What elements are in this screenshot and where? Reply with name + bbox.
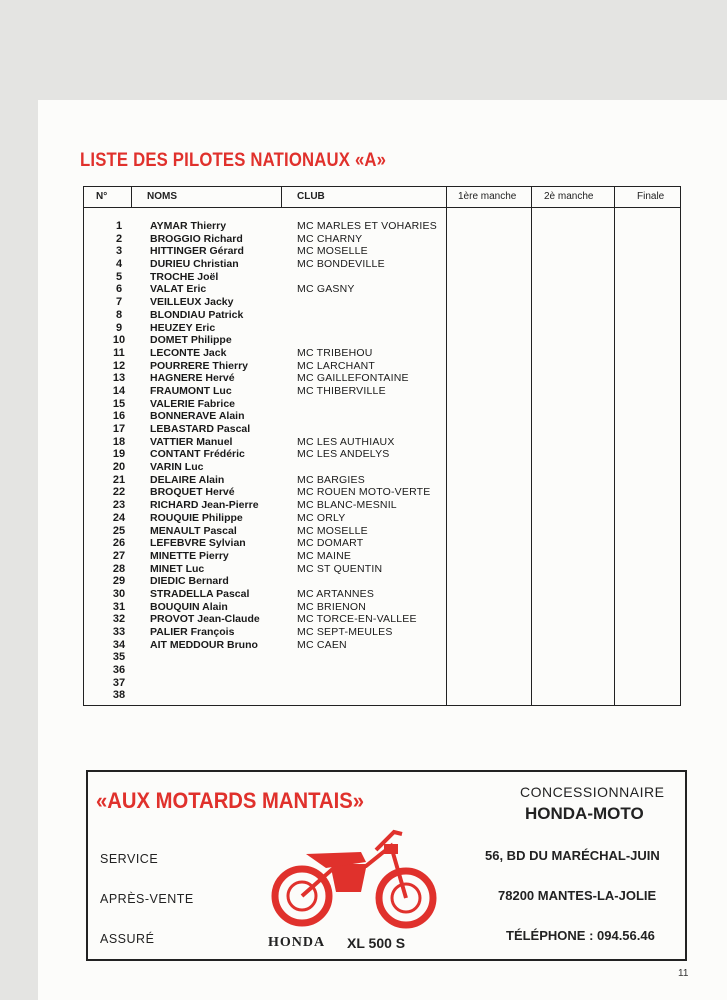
header-manche-2: 2è manche: [544, 191, 594, 202]
row-number-25: 25: [112, 524, 126, 537]
pilot-club-29: [297, 575, 437, 588]
model-brand: HONDA: [268, 935, 326, 950]
pilot-name-29: DIEDIC Bernard: [150, 575, 229, 588]
row-number-27: 27: [112, 549, 126, 562]
pilot-name-15: VALERIE Fabrice: [150, 397, 235, 410]
pilot-club-2: MC CHARNY: [297, 232, 363, 245]
pilot-club-22: MC ROUEN MOTO-VERTE: [297, 486, 431, 499]
pilot-name-8: BLONDIAU Patrick: [150, 308, 244, 321]
pilot-name-31: BOUQUIN Alain: [150, 600, 228, 613]
pilot-name-1: AYMAR Thierry: [150, 220, 227, 232]
header-num: N°: [96, 191, 108, 202]
pilot-name-18: VATTIER Manuel: [150, 435, 233, 448]
pilot-name-12: POURRERE Thierry: [150, 359, 249, 372]
row-number-14: 14: [112, 384, 126, 397]
city: 78200 MANTES-LA-JOLIE: [498, 888, 657, 903]
pilot-name-27: MINETTE Pierry: [150, 549, 229, 562]
row-number-20: 20: [112, 461, 126, 474]
row-number-4: 4: [115, 258, 123, 271]
row-number-22: 22: [112, 486, 126, 499]
pilot-name-32: PROVOT Jean-Claude: [150, 613, 260, 626]
pilot-club-17: [297, 423, 437, 436]
row-number-32: 32: [112, 613, 126, 626]
row-number-10: 10: [112, 334, 126, 347]
pilot-name-5: TROCHE Joël: [150, 270, 219, 283]
pilot-name-13: HAGNERE Hervé: [150, 372, 235, 385]
pilot-club-8: [297, 309, 437, 322]
row-number-37: 37: [112, 676, 126, 689]
pilot-name-25: MENAULT Pascal: [150, 524, 237, 537]
row-number-6: 6: [115, 283, 123, 296]
row-number-9: 9: [115, 321, 123, 334]
pilot-club-13: MC GAILLEFONTAINE: [297, 372, 409, 385]
assured-label: ASSURÉ: [100, 932, 155, 946]
address: 56, BD DU MARÉCHAL-JUIN: [485, 848, 660, 863]
row-number-33: 33: [112, 626, 126, 638]
pilot-name-33: PALIER François: [150, 626, 235, 638]
header-manche-1: 1ère manche: [458, 191, 517, 202]
pilot-club-9: [297, 322, 437, 335]
phone: TÉLÉPHONE : 094.56.46: [506, 928, 655, 943]
pilot-name-4: DURIEU Christian: [150, 258, 239, 271]
row-number-3: 3: [115, 245, 123, 258]
pilot-name-7: VEILLEUX Jacky: [150, 296, 234, 309]
header-names: NOMS: [147, 191, 177, 202]
pilot-club-3: MC MOSELLE: [297, 245, 368, 258]
row-number-16: 16: [112, 410, 126, 423]
advertisement: [86, 770, 687, 961]
pilot-name-2: BROGGIO Richard: [150, 232, 243, 245]
pilot-name-9: HEUZEY Eric: [150, 321, 216, 334]
pilot-name-16: BONNERAVE Alain: [150, 410, 245, 423]
names-column: [150, 220, 260, 651]
pilot-club-27: MC MAINE: [297, 549, 352, 562]
pilot-club-24: MC ORLY: [297, 511, 346, 524]
row-number-17: 17: [112, 423, 126, 435]
pilot-name-26: LEFEBVRE Sylvian: [150, 537, 246, 550]
pilot-club-32: MC TORCE-EN-VALLEE: [297, 613, 417, 626]
page-number: 11: [678, 968, 689, 979]
row-number-21: 21: [112, 473, 126, 486]
after-sales-label: APRÈS-VENTE: [100, 892, 194, 906]
pilot-club-21: MC BARGIES: [297, 473, 365, 486]
row-number-31: 31: [112, 600, 126, 613]
service-label: SERVICE: [100, 852, 159, 866]
row-number-38: 38: [112, 689, 126, 702]
header-club: CLUB: [297, 191, 325, 202]
pilot-name-17: LEBASTARD Pascal: [150, 423, 251, 435]
pilot-name-30: STRADELLA Pascal: [150, 587, 250, 600]
row-number-2: 2: [115, 232, 123, 245]
row-number-8: 8: [115, 308, 123, 321]
pilot-name-23: RICHARD Jean-Pierre: [150, 499, 259, 512]
pilot-club-10: [297, 334, 437, 347]
row-number-1: 1: [115, 220, 123, 232]
pilot-club-26: MC DOMART: [297, 537, 364, 550]
pilot-club-1: MC MARLES ET VOHARIES: [297, 220, 437, 232]
pilot-club-14: MC THIBERVILLE: [297, 384, 386, 397]
pilot-name-3: HITTINGER Gérard: [150, 245, 244, 258]
pilots-table: [83, 186, 681, 706]
pilot-name-34: AIT MEDDOUR Bruno: [150, 638, 258, 651]
pilot-name-28: MINET Luc: [150, 562, 205, 575]
row-number-12: 12: [112, 359, 126, 372]
pilot-name-11: LECONTE Jack: [150, 346, 227, 359]
row-number-11: 11: [113, 346, 125, 359]
pilot-club-12: MC LARCHANT: [297, 359, 376, 372]
row-number-28: 28: [112, 562, 126, 575]
pilot-club-18: MC LES AUTHIAUX: [297, 435, 395, 448]
pilot-club-31: MC BRIENON: [297, 600, 367, 613]
pilot-name-6: VALAT Eric: [150, 283, 207, 296]
col-divider: [131, 187, 132, 208]
header-divider: [84, 207, 680, 208]
row-number-19: 19: [112, 448, 126, 461]
pilot-club-19: MC LES ANDELYS: [297, 448, 390, 461]
pilot-club-30: MC ARTANNES: [297, 587, 375, 600]
pilot-club-15: [297, 398, 437, 411]
pilot-club-16: [297, 410, 437, 423]
page-title: LISTE DES PILOTES NATIONAUX «A»: [80, 150, 387, 171]
club-column: [297, 220, 437, 651]
row-number-26: 26: [112, 537, 126, 550]
row-number-13: 13: [112, 372, 126, 385]
pilot-name-14: FRAUMONT Luc: [150, 384, 232, 397]
pilot-name-22: BROQUET Hervé: [150, 486, 235, 499]
pilot-name-20: VARIN Luc: [150, 461, 204, 474]
row-number-18: 18: [112, 435, 126, 448]
pilot-club-25: MC MOSELLE: [297, 524, 368, 537]
pilot-club-23: MC BLANC-MESNIL: [297, 499, 397, 512]
row-number-7: 7: [115, 296, 123, 309]
pilot-club-28: MC ST QUENTIN: [297, 562, 383, 575]
pilot-name-21: DELAIRE Alain: [150, 473, 225, 486]
number-column: [99, 220, 139, 702]
col-divider: [531, 187, 532, 705]
pilot-club-20: [297, 461, 437, 474]
pilot-club-11: MC TRIBEHOU: [297, 346, 373, 359]
model-name: XL 500 S: [347, 935, 406, 951]
row-number-23: 23: [112, 499, 126, 512]
row-number-35: 35: [112, 651, 126, 664]
pilot-name-24: ROUQUIE Philippe: [150, 511, 243, 524]
col-divider: [281, 187, 282, 208]
header-finale: Finale: [637, 191, 665, 202]
row-number-36: 36: [112, 664, 126, 677]
pilot-club-34: MC CAEN: [297, 638, 347, 651]
row-number-34: 34: [112, 638, 126, 651]
motorcycle-illustration: [266, 816, 442, 936]
concession-label: CONCESSIONNAIRE: [520, 784, 665, 800]
row-number-29: 29: [112, 575, 126, 588]
pilot-name-19: CONTANT Frédéric: [150, 448, 245, 461]
pilot-club-7: [297, 296, 437, 309]
pilot-club-33: MC SEPT-MEULES: [297, 626, 393, 638]
pilot-name-10: DOMET Philippe: [150, 334, 232, 347]
row-number-30: 30: [112, 587, 126, 600]
pilot-club-6: MC GASNY: [297, 283, 355, 296]
pilot-club-5: [297, 271, 437, 284]
row-number-5: 5: [115, 270, 123, 283]
shop-name: «AUX MOTARDS MANTAIS»: [96, 788, 365, 813]
row-number-15: 15: [112, 397, 126, 410]
col-divider: [614, 187, 615, 705]
brand-label: HONDA-MOTO: [525, 804, 644, 823]
row-number-24: 24: [112, 511, 126, 524]
col-divider: [446, 187, 447, 705]
pilot-club-4: MC BONDEVILLE: [297, 258, 385, 271]
